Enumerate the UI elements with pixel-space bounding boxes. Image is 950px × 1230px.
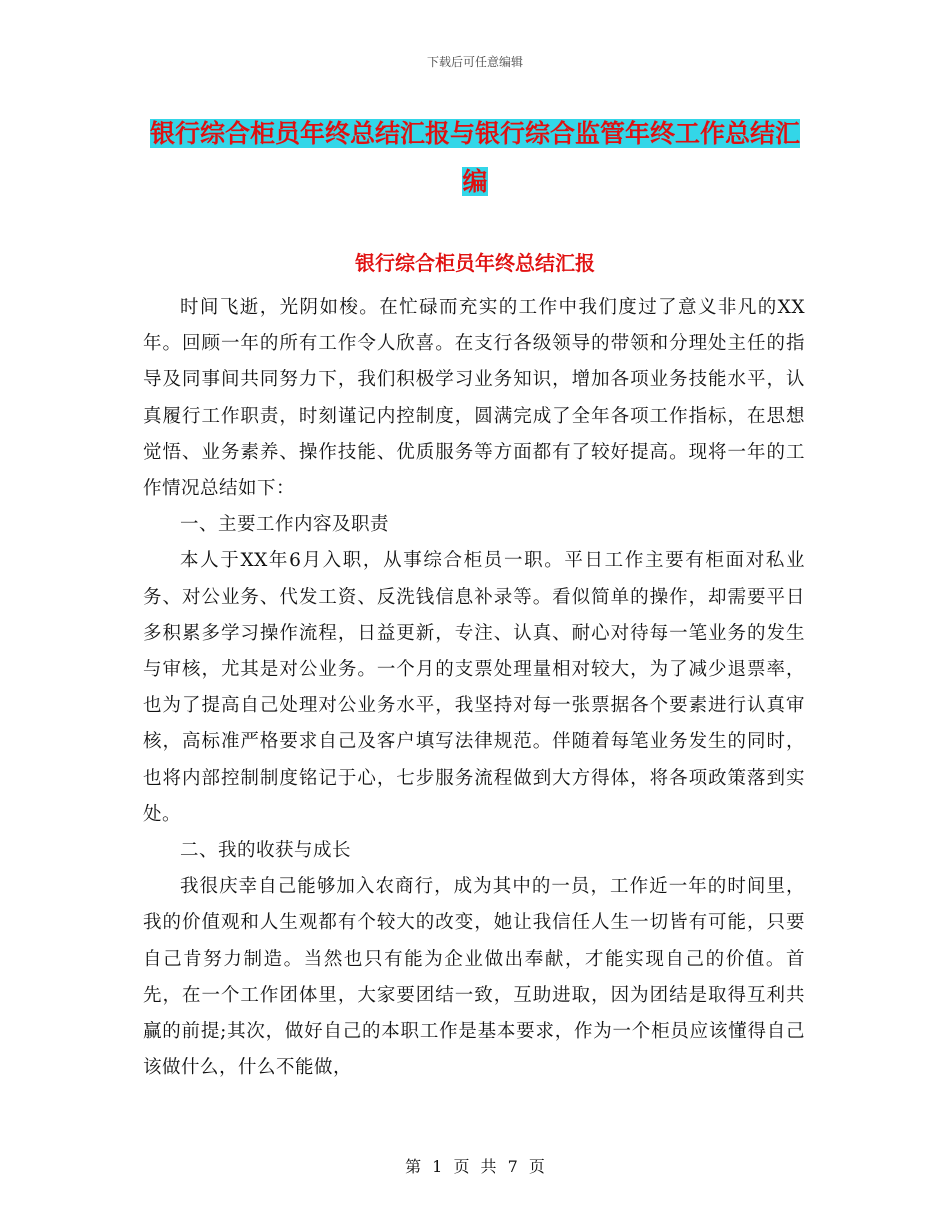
heading-main-duties: 一、主要工作内容及职责 <box>180 514 390 536</box>
document-title-text: 银行综合柜员年终总结汇报与银行综合监管年终工作总结汇编 <box>150 119 801 196</box>
paragraph-growth: 我很庆幸自己能够加入农商行，成为其中的一员，工作近一年的时间里，我的价值观和人生观都有个较大的改变，她让我信任人生一切皆有可能，只要自己肯努力制造。当然也只有能为企业做出奉献，才能实现自己的价值。首先，在一个工作团体里，大家要团结一致，互助进取，因为团结是取得互利共赢的前提;其次，做好自己的本职工作是基本要求，作为一个柜员应该懂得自己该做什么，什么不能做， <box>143 876 805 1079</box>
document-body <box>143 290 805 1086</box>
page-footer: 第 1 页 共 7 页 <box>405 1157 545 1176</box>
section-title: 银行综合柜员年终总结汇报 <box>355 251 595 275</box>
paragraph-duties: 本人于XX年6月入职，从事综合柜员一职。平日工作主要有柜面对私业务、对公业务、代发工资、反洗钱信息补录等。看似简单的操作，却需要平日多积累多学习操作流程，日益更新，专注、认真、耐心对待每一笔业务的发生与审核，尤其是对公业务。一个月的支票处理量相对较大，为了减少退票率，也为了提高自己处理对公业务水平，我坚持对每一张票据各个要素进行认真审核，高标准严格要求自己及客户填写法律规范。伴随着每笔业务发生的同时，也将内部控制制度铭记于心，七步服务流程做到大方得体，将各项政策落到实处。 <box>143 550 805 825</box>
heading-growth: 二、我的收获与成长 <box>180 840 352 862</box>
page-header: 下载后可任意编辑 <box>426 55 523 69</box>
paragraph-intro: 时间飞逝，光阴如梭。在忙碌而充实的工作中我们度过了意义非凡的XX年。回顾一年的所有工作令人欣喜。在支行各级领导的带领和分理处主任的指导及同事间共同努力下，我们积极学习业务知识，增加各项业务技能水平，认真履行工作职责，时刻谨记内控制度，圆满完成了全年各项工作指标，在思想觉悟、业务素养、操作技能、优质服务等方面都有了较好提高。现将一年的工作情况总结如下： <box>143 297 805 500</box>
document-title <box>150 110 800 206</box>
